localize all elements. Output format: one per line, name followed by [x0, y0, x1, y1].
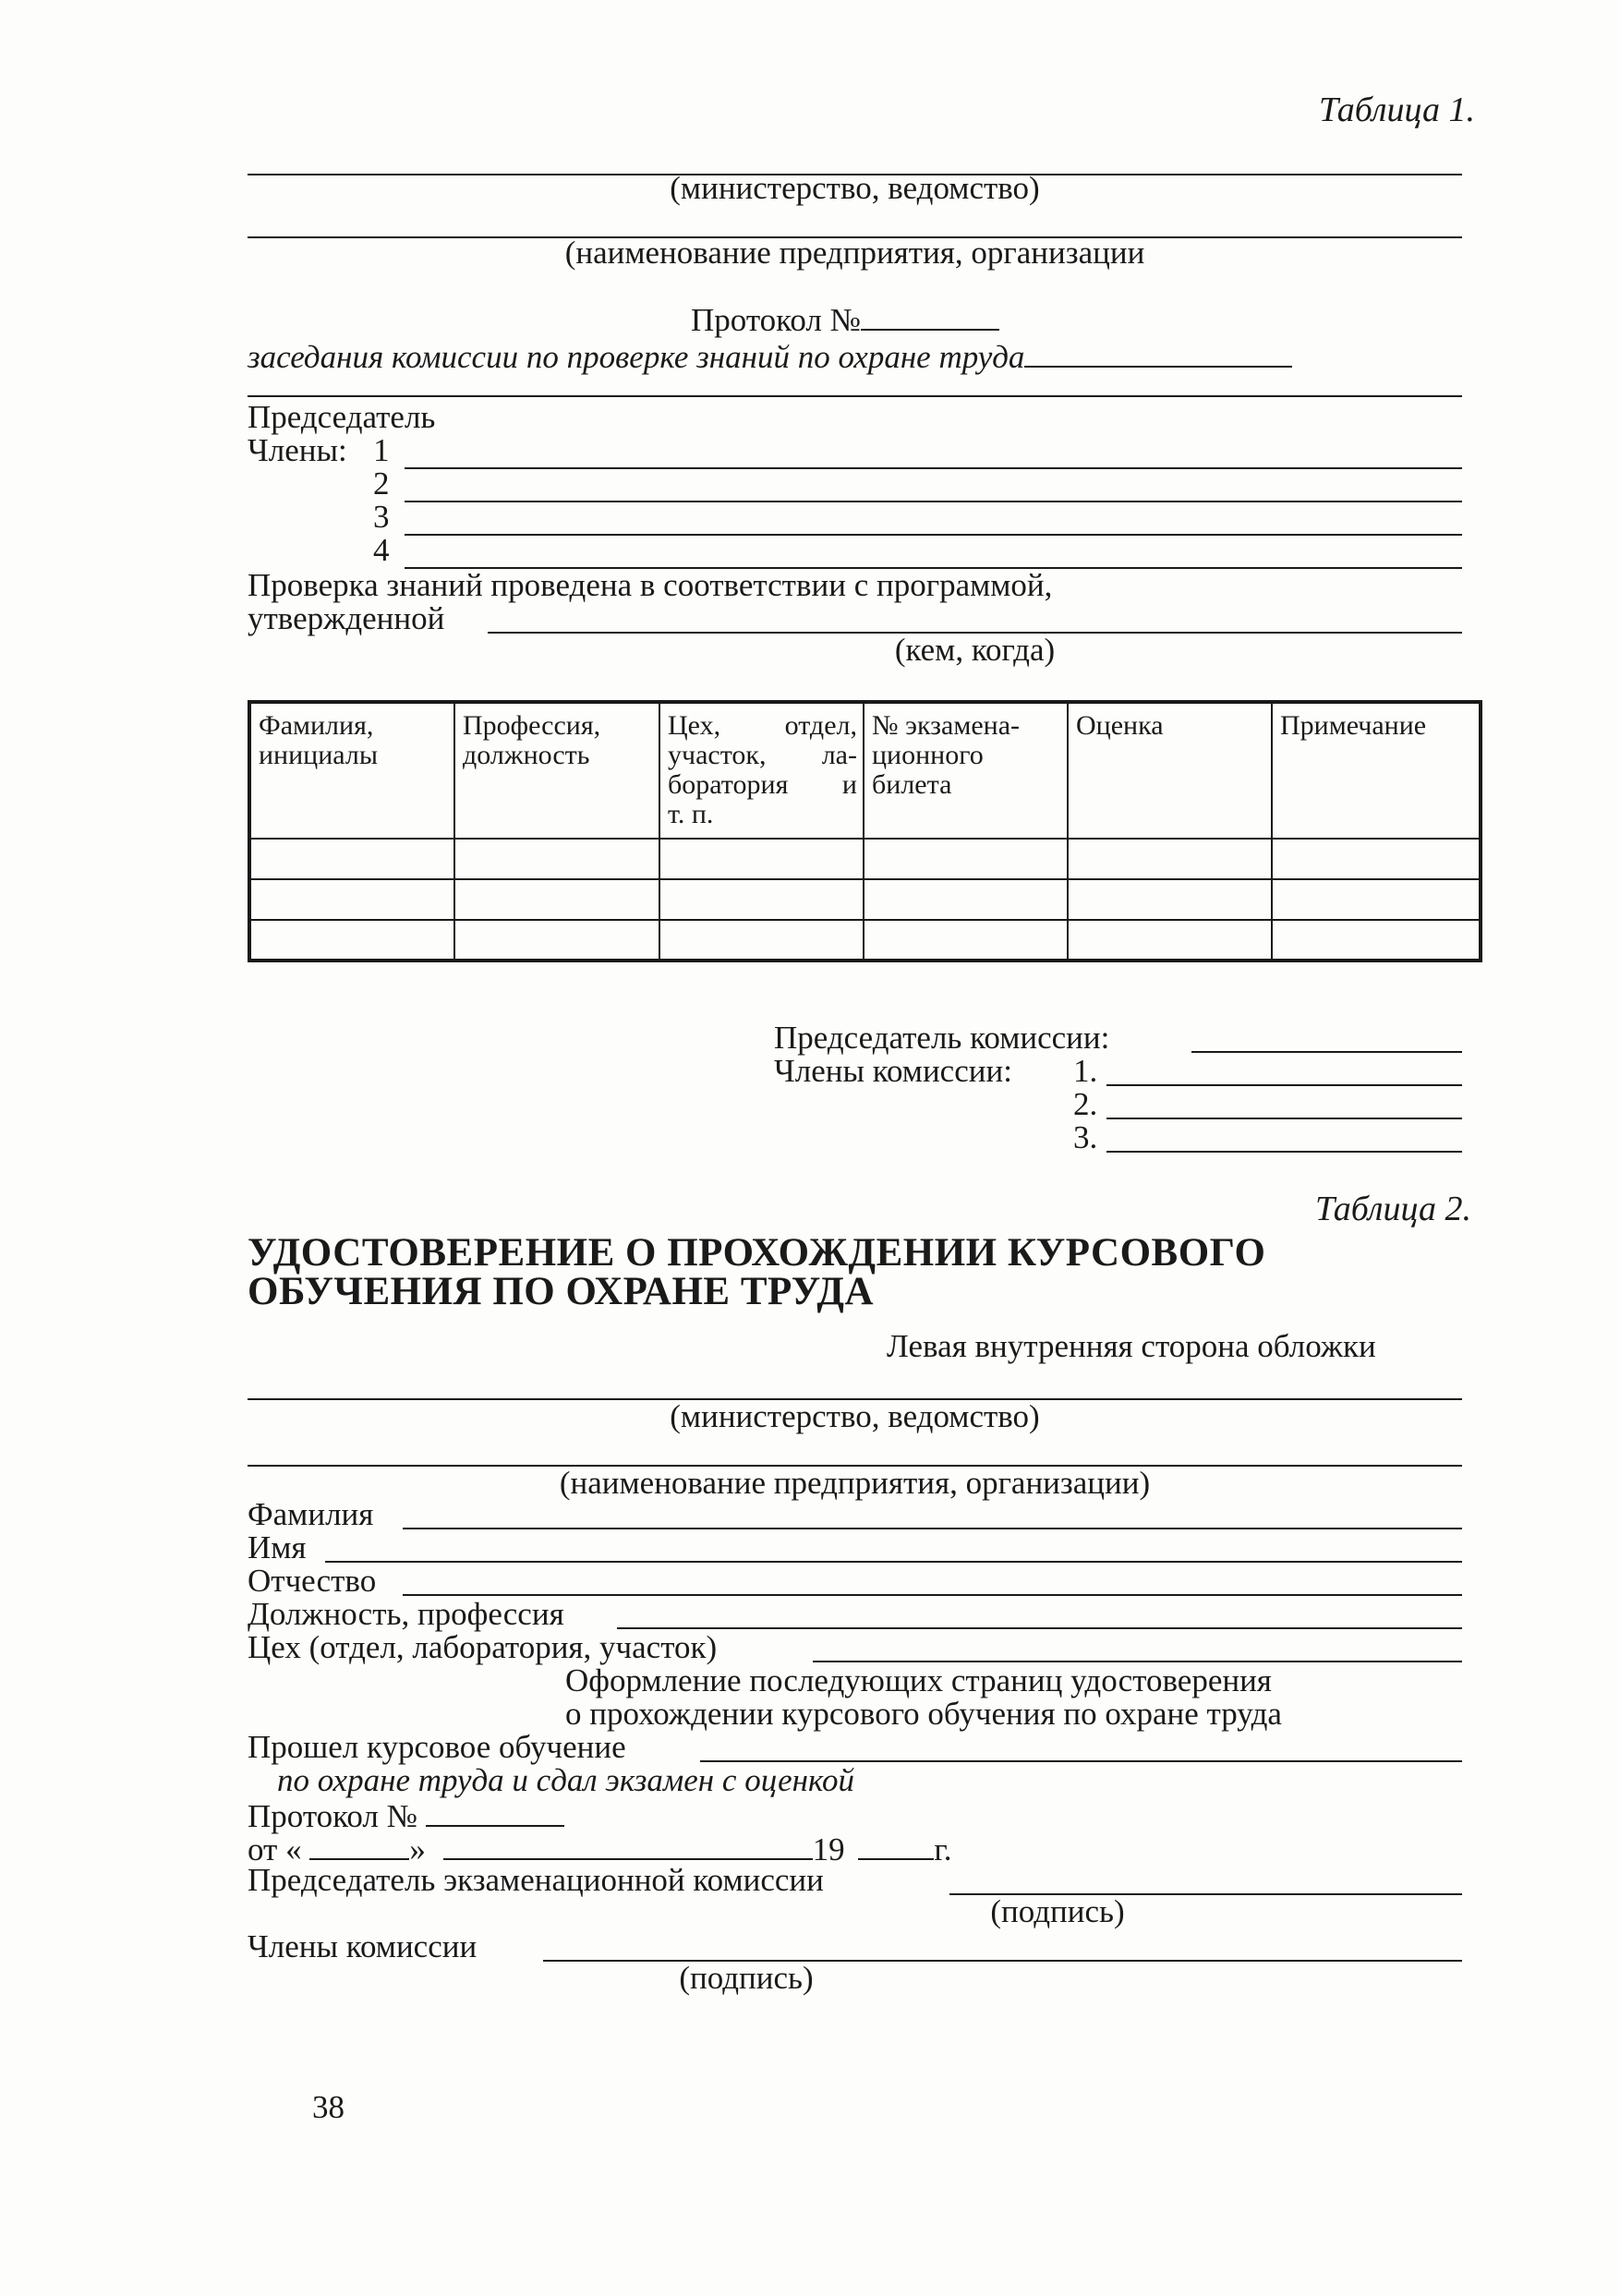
- signature-caption-2: (подпись): [679, 1960, 814, 1996]
- sign-member-line-1[interactable]: [1106, 1084, 1462, 1086]
- member-num-4: 4: [373, 532, 390, 568]
- member-line-2[interactable]: [405, 501, 1462, 502]
- col-header-grade: [1068, 702, 1272, 839]
- safety-exam-label: по охране труда и сдал экзамен с оценкой: [277, 1762, 855, 1798]
- table-cell[interactable]: [1272, 920, 1481, 961]
- name-label: Имя: [248, 1529, 307, 1565]
- table-row: [249, 839, 1481, 879]
- commission-members-label: Члены комиссии: [248, 1928, 478, 1964]
- position-line[interactable]: [617, 1627, 1462, 1629]
- table2-label: Таблица 2.: [1315, 1190, 1471, 1228]
- exam-chair-label: Председатель экзаменационной комиссии: [248, 1862, 824, 1898]
- table-cell[interactable]: [454, 920, 659, 961]
- table-row: [249, 920, 1481, 961]
- header-line: № экзамена-: [872, 710, 1021, 741]
- protocol-title: [691, 301, 999, 336]
- year-prefix: 19: [812, 1831, 845, 1867]
- table-cell[interactable]: [1272, 839, 1481, 879]
- table1-label: Таблица 1.: [1319, 91, 1475, 129]
- surname-label: Фамилия: [248, 1496, 374, 1532]
- ministry2-caption: (министерство, ведомство): [670, 1398, 1040, 1434]
- date-day-field[interactable]: [309, 1831, 409, 1860]
- sign-num-1: 1.: [1073, 1053, 1098, 1089]
- header-line: Фамилия,: [259, 710, 374, 741]
- col-header-ticket: [864, 702, 1068, 839]
- col-header-name: [249, 702, 454, 839]
- cover-side-label: Левая внутренняя сторона обложки: [887, 1328, 1376, 1364]
- date-quote-close: »: [409, 1831, 426, 1867]
- sign-num-2: 2.: [1073, 1086, 1098, 1122]
- sign-members-label: Члены комиссии:: [774, 1053, 1012, 1089]
- page-number: 38: [312, 2089, 345, 2125]
- table-header-row: [249, 702, 1481, 839]
- next-pages-line-1: Оформление последующих страниц удостоверения: [565, 1662, 1272, 1698]
- table-cell[interactable]: [249, 879, 454, 920]
- sign-num-3: 3.: [1073, 1119, 1098, 1155]
- date-line: [248, 1831, 952, 1866]
- surname-line[interactable]: [403, 1528, 1462, 1529]
- protocol-table: [248, 700, 1482, 962]
- header-line: участок, ла-: [668, 740, 857, 770]
- header-line: боратория и: [668, 769, 857, 800]
- session-line: [248, 338, 1292, 373]
- year-suffix: г.: [934, 1831, 952, 1867]
- session-extra-line: [248, 395, 1462, 397]
- member-line-1[interactable]: [405, 467, 1462, 469]
- table-row: [249, 879, 1481, 920]
- table-cell[interactable]: [659, 920, 864, 961]
- position-label: Должность, профессия: [248, 1596, 564, 1632]
- table-cell[interactable]: [1068, 839, 1272, 879]
- ministry-caption: (министерство, ведомство): [670, 170, 1040, 206]
- certificate-heading-1: УДОСТОВЕРЕНИЕ О ПРОХОЖДЕНИИ КУРСОВОГО: [248, 1231, 1266, 1275]
- date-from-label: от «: [248, 1831, 302, 1867]
- certificate-heading-2: ОБУЧЕНИЯ ПО ОХРАНЕ ТРУДА: [248, 1270, 875, 1313]
- member-num-2: 2: [373, 465, 390, 501]
- table-cell[interactable]: [454, 839, 659, 879]
- enterprise-caption: (наименование предприятия, организации: [564, 235, 1145, 271]
- protocol-number-field[interactable]: [861, 301, 999, 331]
- member-num-1: 1: [373, 432, 390, 468]
- table-cell[interactable]: [864, 839, 1068, 879]
- header-line: билета: [872, 769, 952, 800]
- member-line-3[interactable]: [405, 534, 1462, 536]
- col-header-note: [1272, 702, 1481, 839]
- table-cell[interactable]: [249, 839, 454, 879]
- sign-chair-label: Председатель комиссии:: [774, 1020, 1110, 1056]
- col-header-profession: [454, 702, 659, 839]
- check-line-1: Проверка знаний проведена в соответствии с программой,: [248, 567, 1053, 603]
- table-cell[interactable]: [454, 879, 659, 920]
- header-line: инициалы: [259, 740, 378, 770]
- header-line: Примечание: [1280, 710, 1427, 741]
- check-line-2: [248, 602, 444, 634]
- session-line-text: заседания комиссии по проверке знаний по охране труда: [248, 339, 1025, 375]
- table-body: [249, 839, 1481, 961]
- workshop-label: Цех (отдел, лаборатория, участок): [248, 1629, 718, 1665]
- col-header-workshop: [659, 702, 864, 839]
- protocol-no-line: [248, 1797, 564, 1832]
- header-line: Оценка: [1076, 710, 1164, 741]
- year-field[interactable]: [858, 1831, 934, 1860]
- enterprise2-caption: (наименование предприятия, организации): [559, 1465, 1151, 1501]
- protocol-title-text: Протокол №: [691, 302, 862, 338]
- header-line: Профессия,: [463, 710, 601, 741]
- header-line: т. п.: [668, 799, 714, 829]
- header-line: Цех, отдел,: [668, 710, 857, 741]
- name-line[interactable]: [325, 1561, 1462, 1563]
- table-cell[interactable]: [1272, 879, 1481, 920]
- member-num-3: 3: [373, 499, 390, 535]
- session-field[interactable]: [1024, 338, 1292, 368]
- members-label: Члены:: [248, 432, 347, 468]
- who-when-caption: (кем, когда): [894, 632, 1056, 668]
- table-cell[interactable]: [1068, 879, 1272, 920]
- approved-label: утвержденной: [248, 600, 445, 636]
- patronymic-label: Отчество: [248, 1563, 377, 1599]
- table-cell[interactable]: [659, 839, 864, 879]
- date-month-field[interactable]: [443, 1831, 813, 1860]
- sign-member-line-2[interactable]: [1106, 1118, 1462, 1119]
- passed-course-label: Прошел курсовое обучение: [248, 1729, 626, 1765]
- sign-member-line-3[interactable]: [1106, 1151, 1462, 1153]
- header-line: ционного: [872, 740, 984, 770]
- table-cell[interactable]: [1068, 920, 1272, 961]
- header-line: должность: [463, 740, 590, 770]
- table-cell[interactable]: [249, 920, 454, 961]
- signature-caption-1: (подпись): [990, 1893, 1125, 1929]
- sign-chair-line[interactable]: [1191, 1051, 1462, 1053]
- protocol-no-label: Протокол №: [248, 1798, 418, 1834]
- protocol-no-field[interactable]: [426, 1797, 564, 1827]
- chairman-label: Председатель: [248, 399, 436, 435]
- table-cell[interactable]: [659, 879, 864, 920]
- table-cell[interactable]: [864, 879, 1068, 920]
- next-pages-line-2: о прохождении курсового обучения по охране труда: [565, 1696, 1282, 1732]
- table-cell[interactable]: [864, 920, 1068, 961]
